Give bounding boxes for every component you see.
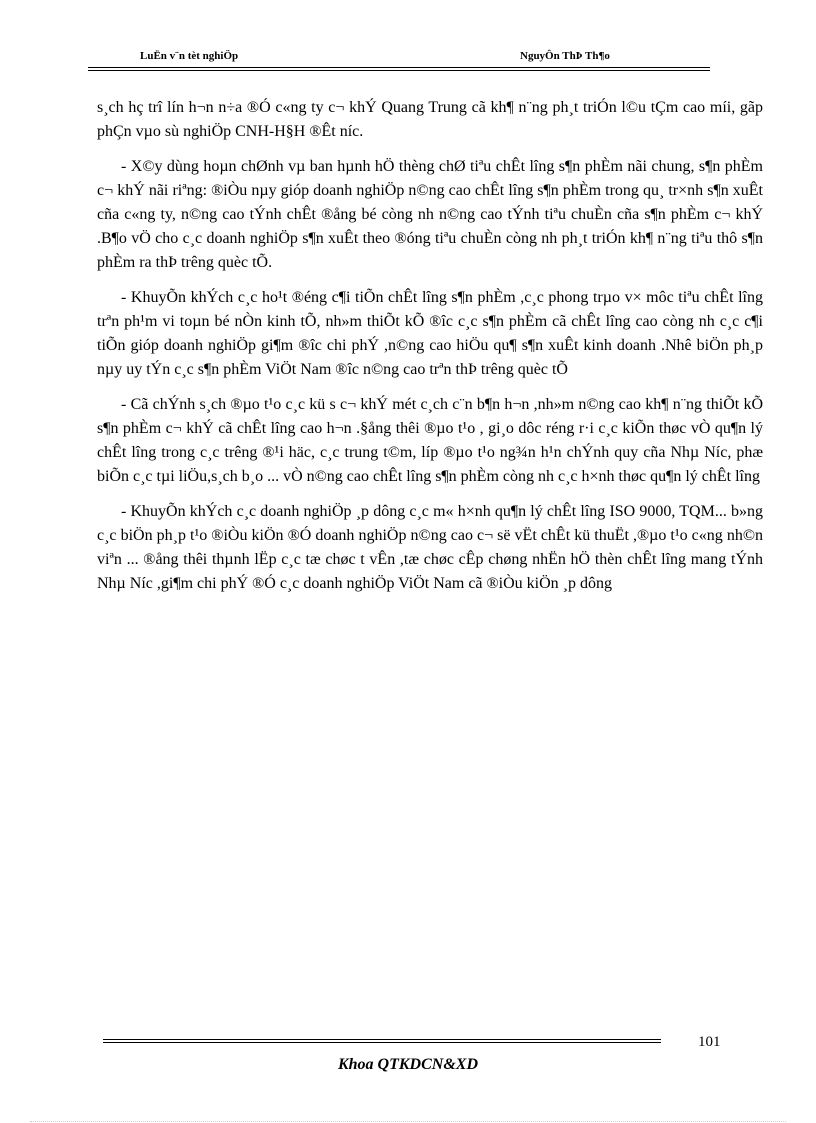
paragraph-3: - KhuyÕn khÝch c¸c ho¹t ®éng c¶i tiÕn chÊt lîng s¶n phÈm ,c¸c phong trµo v× môc tiªu chÊt lîng trªn ph¹m vi toµn bé nÒn kinh tÕ, nh»m thiÕt kÕ ®îc c¸c s¶n phÈm cã chÊt lîng cao còng nh c¸c c¶i tiÕn gióp doanh nghiÖp gi¶m ®îc chi phÝ ,n©ng cao hiÖu qu¶ s¶n xuÊt kinh doanh .Nhê biÖn ph¸p nµy uy tÝn c¸c s¶n phÈm ViÖt Nam ®îc n©ng cao trªn thÞ trêng quèc tÕ — [97, 289, 763, 378]
paragraph-5: - KhuyÕn khÝch c¸c doanh nghiÖp ¸p dông c¸c m« h×nh qu¶n lý chÊt lîng ISO 9000, TQM... b»ng c¸c biÖn ph¸p t¹o ®iÒu kiÖn ®Ó doanh nghiÖp n©ng cao c¬ së vËt chÊt kü thuËt ,®µo t¹o c«ng nh©n viªn ... ®ång thêi thµnh lËp c¸c tæ chøc t vÊn ,tæ chøc cÊp chøng nhËn hÖ thèn chÊt lîng mang tÝnh Nhµ Níc ,gi¶m chi phÝ ®Ó c¸c doanh nghiÖp ViÖt Nam cã ®iÒu kiÖn ¸p dông — [97, 503, 763, 592]
page-number: 101 — [698, 1034, 721, 1050]
paragraph-4: - Cã chÝnh s¸ch ®µo t¹o c¸c kü s c¬ khÝ mét c¸ch c¨n b¶n h¬n ,nh»m n©ng cao kh¶ n¨ng thiÕt kÕ s¶n phÈm c¬ khÝ cã chÊt lîng cao h¬n .§ång thêi ®µo t¹o , gi¸o dôc réng r·i c¸c kiÕn thøc vÒ qu¶n lý chÊt lîng trong c¸c trêng ®¹i häc, c¸c trung t©m, líp ®µo t¹o ng¾n h¹n chÝnh quy cña Nhµ Níc, phæ biÕn c¸c tµi liÖu,s¸ch b¸o ... vÒ n©ng cao chÊt lîng s¶n phÈm còng nh c¸c h×nh thøc qu¶n lý chÊt lîng — [97, 396, 763, 485]
page-bottom-border — [30, 1121, 786, 1122]
footer-rule — [103, 1042, 661, 1043]
paragraph-1: s¸ch hç trî lín h¬n n÷a ®Ó c«ng ty c¬ khÝ Quang Trung cã kh¶ n¨ng ph¸t triÓn l©u tÇm cao míi, gãp phÇn vµo sù nghiÖp CNH-H§H ®Êt níc. — [97, 99, 763, 140]
header-thesis-title: LuËn v¨n tèt nghiÖp — [140, 50, 239, 62]
footer-department: Khoa QTKDCN&XD — [337, 1056, 479, 1073]
header-author-name: NguyÔn ThÞ Th¶o — [520, 50, 610, 62]
header-rule-thin — [88, 70, 710, 71]
header-rule — [88, 67, 710, 68]
document-body — [97, 96, 763, 607]
paragraph-2: - X©y dùng hoµn chØnh vµ ban hµnh hÖ thèng chØ tiªu chÊt lîng s¶n phÈm nãi chung, s¶n phÈm c¬ khÝ nãi riªng: ®iÒu nµy gióp doanh nghiÖp n©ng cao chÊt lîng s¶n phÈm trong qu¸ tr×nh s¶n xuÊt cña c«ng ty, n©ng cao tÝnh chÊt ®ång bé còng nh n©ng cao tÝnh tiªu chuÈn cña s¶n phÈm c¬ khÝ .B¶o vÖ cho c¸c doanh nghiÖp s¶n xuÊt theo ®óng tiªu chuÈn còng nh ph¸t triÓn kh¶ n¨ng tiªu thô s¶n phÈm ra thÞ trêng quèc tÕ. — [97, 158, 763, 271]
footer-rule-thin — [103, 1039, 661, 1040]
page-header — [88, 50, 710, 68]
